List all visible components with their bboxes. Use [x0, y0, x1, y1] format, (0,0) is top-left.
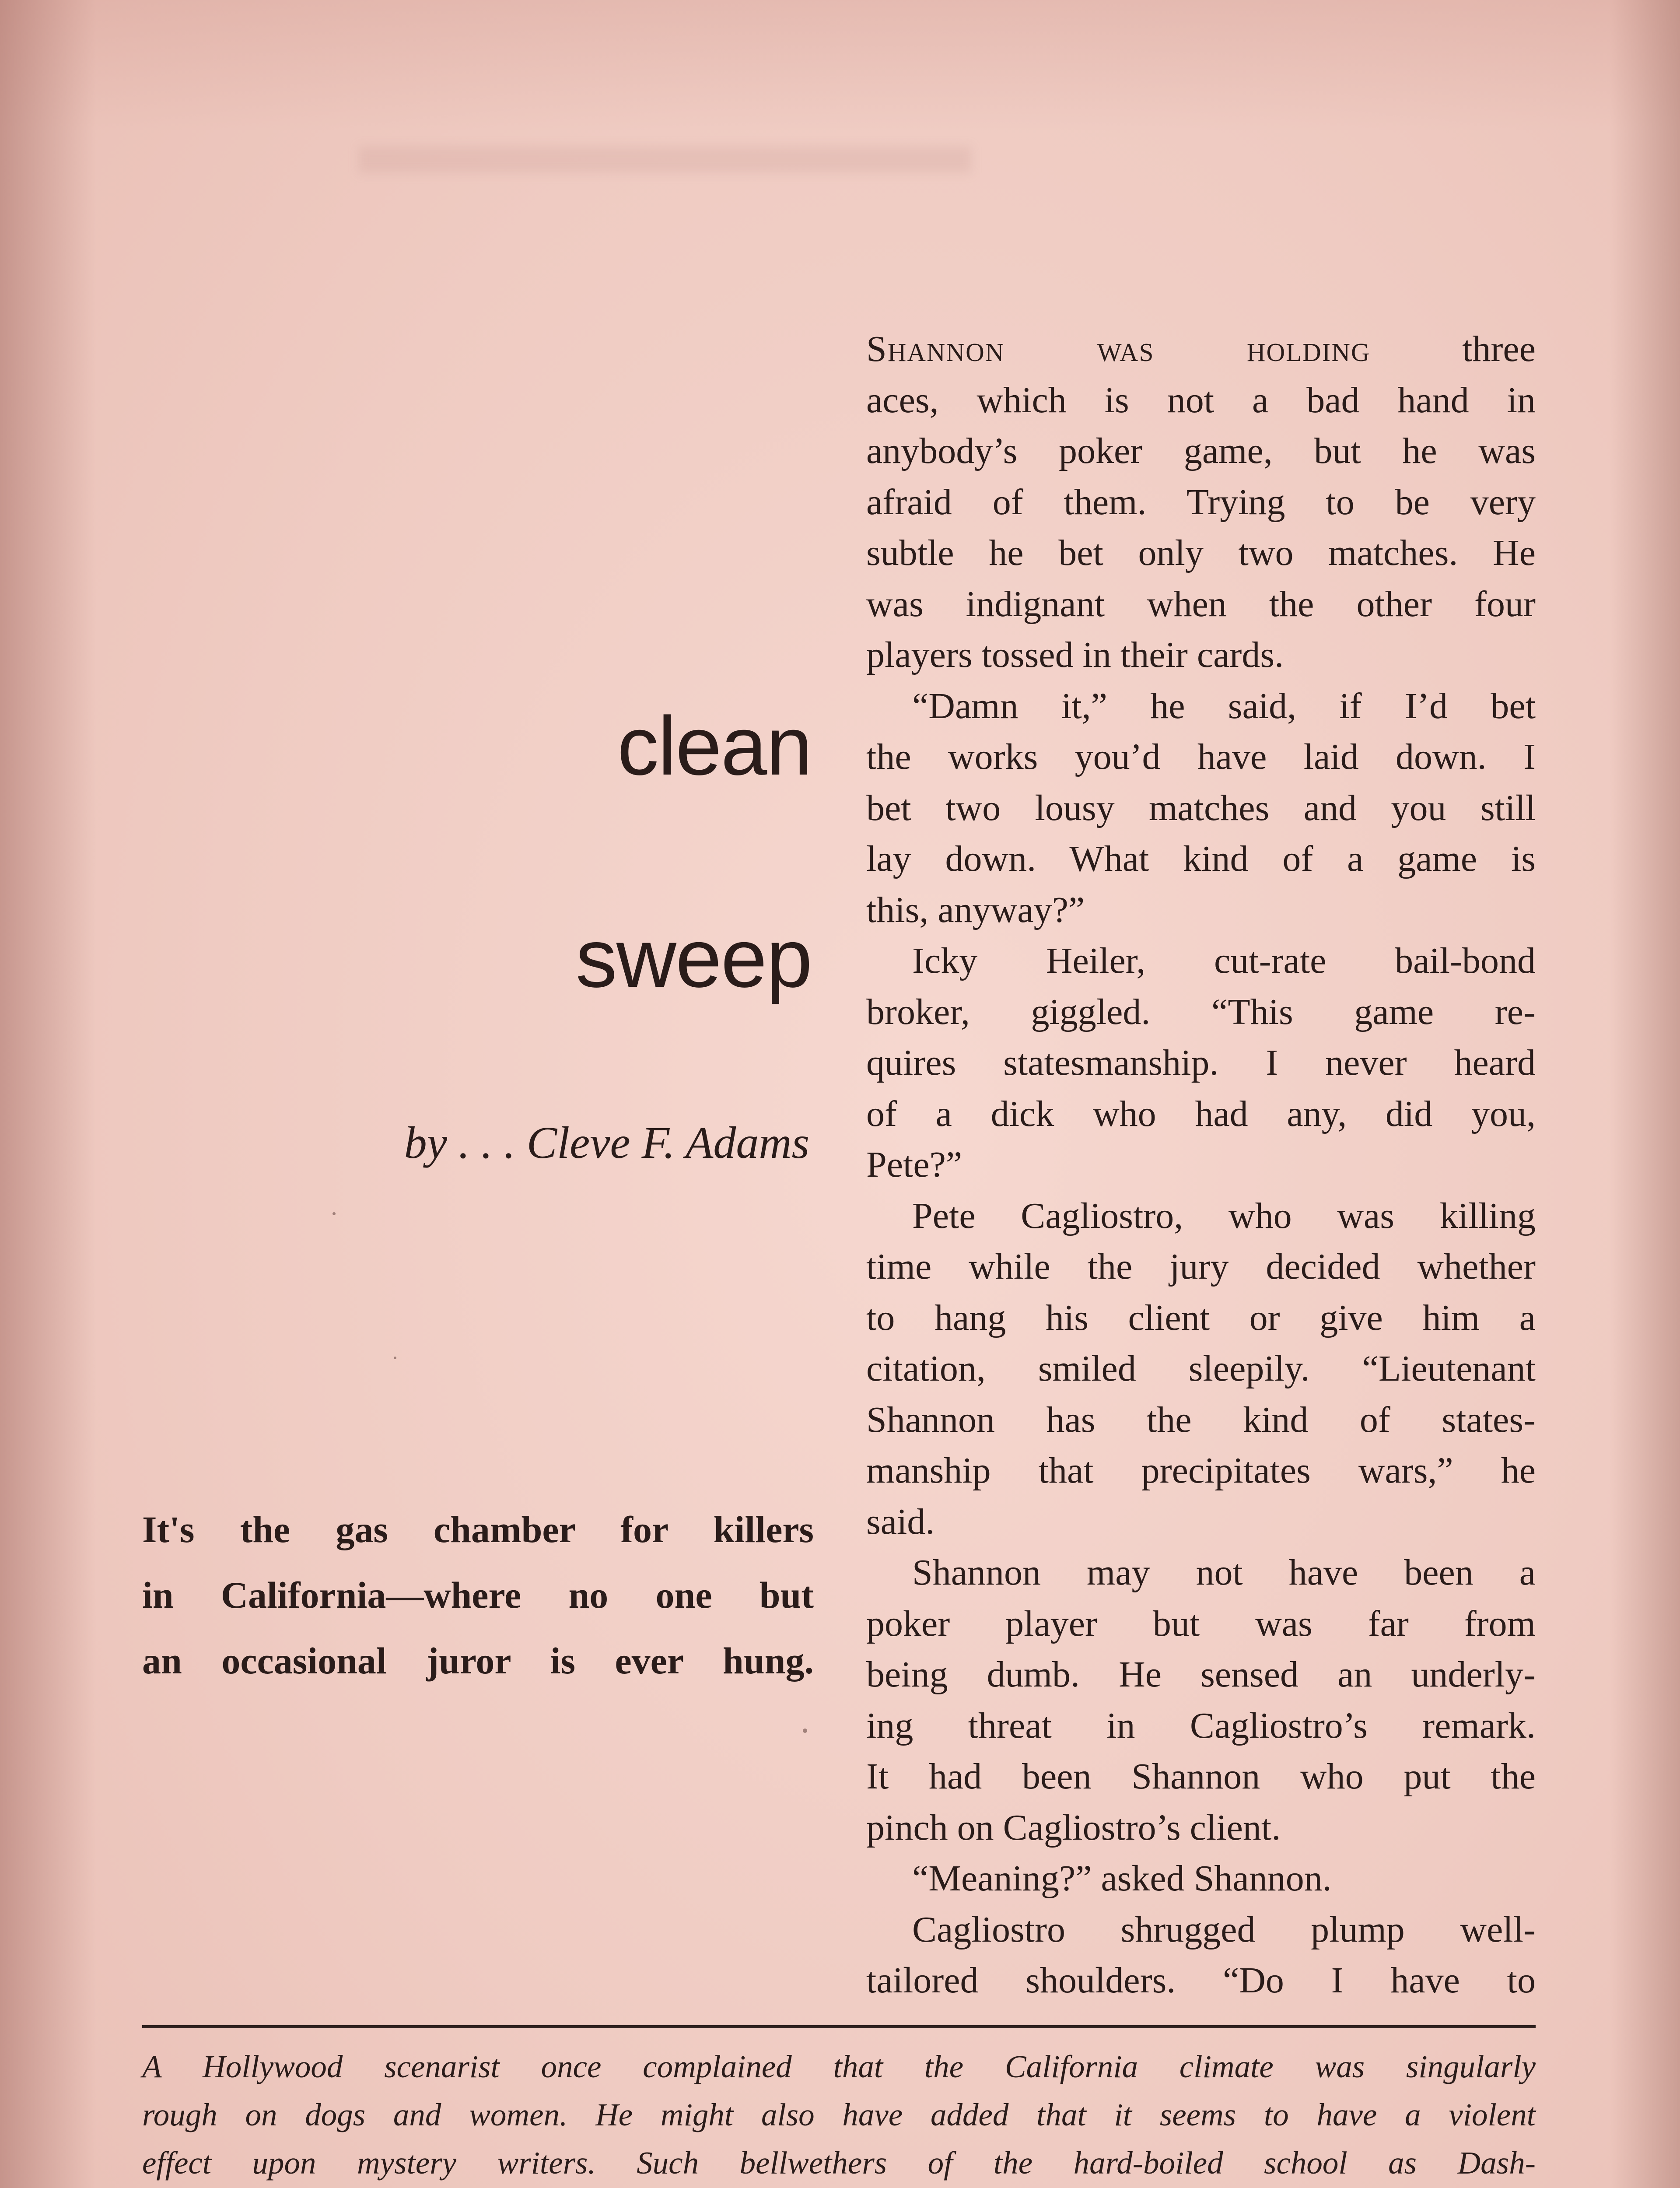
paper-speck [394, 1357, 396, 1359]
editor-note [142, 2043, 1536, 2188]
body-line: pinch on Cagliostro’s client. [866, 1807, 1281, 1848]
body-line: being dumb. He sensed an underly- [866, 1654, 1536, 1695]
deck-line: in California—where no one but [142, 1574, 814, 1616]
body-line: Pete?” [866, 1144, 962, 1185]
body-line: said. [866, 1501, 935, 1542]
paper-speck [803, 1729, 807, 1733]
body-line: lay down. What kind of a game is [866, 838, 1536, 879]
body-line: bet two lousy matches and you still [866, 787, 1536, 828]
body-line: aces, which is not a bad hand in [866, 379, 1536, 421]
body-line: ing threat in Cagliostro’s remark. [866, 1705, 1536, 1746]
body-line: It had been Shannon who put the [866, 1756, 1536, 1797]
body-line: broker, giggled. “This game re- [866, 991, 1536, 1032]
body-line: players tossed in their cards. [866, 635, 1284, 675]
body-line: time while the jury decided whether [866, 1246, 1536, 1287]
body-line-text: three [1370, 329, 1536, 369]
body-line: tailored shoulders. “Do I have to [866, 1960, 1536, 2001]
body-line: afraid of them. Trying to be very [866, 481, 1536, 522]
body-line: to hang his client or give him a [866, 1297, 1536, 1338]
body-line: Pete Cagliostro, who was killing [912, 1195, 1536, 1236]
story-deck [142, 1497, 814, 1694]
body-line: citation, smiled sleepily. “Lieutenant [866, 1348, 1536, 1389]
deck-line: an occasional juror is ever hung. [142, 1640, 814, 1682]
body-line: quires statesmanship. I never heard [866, 1042, 1536, 1083]
body-line [866, 324, 1536, 375]
body-line: Icky Heiler, cut-rate bail-bond [912, 940, 1536, 981]
editor-note-line: rough on dogs and women. He might also have added that it seems to have a violent [142, 2097, 1536, 2132]
faded-running-head [359, 147, 971, 173]
story-body-column [866, 324, 1536, 2006]
body-line: this, anyway?” [866, 889, 1085, 930]
body-line: of a dick who had any, did you, [866, 1093, 1536, 1134]
body-line: manship that precipitates wars,” he [866, 1450, 1536, 1491]
story-title-line-2: sweep [575, 912, 812, 1005]
opening-small-caps: Shannon was holding [866, 329, 1371, 369]
body-line: Cagliostro shrugged plump well- [912, 1909, 1536, 1950]
body-line: the works you’d have laid down. I [866, 736, 1536, 777]
note-top-rule [142, 2025, 1536, 2028]
body-line: “Damn it,” he said, if I’d bet [912, 685, 1536, 726]
story-title-line-1: clean [617, 700, 812, 792]
body-line: was indignant when the other four [866, 583, 1536, 624]
story-byline: by . . . Cleve F. Adams [404, 1118, 809, 1168]
body-line: anybody’s poker game, but he was [866, 431, 1536, 471]
body-line: poker player but was far from [866, 1603, 1536, 1644]
paper-speck [332, 1212, 336, 1215]
deck-line: It's the gas chamber for killers [142, 1508, 814, 1550]
editor-note-line: effect upon mystery writers. Such bellwethers of the hard-boiled school as Dash- [142, 2145, 1536, 2181]
body-line: Shannon may not have been a [912, 1552, 1536, 1593]
body-line: subtle he bet only two matches. He [866, 533, 1536, 573]
body-line: “Meaning?” asked Shannon. [912, 1858, 1332, 1899]
body-line: Shannon has the kind of states- [866, 1399, 1536, 1440]
editor-note-line: A Hollywood scenarist once complained that the California climate was singularly [142, 2049, 1536, 2084]
